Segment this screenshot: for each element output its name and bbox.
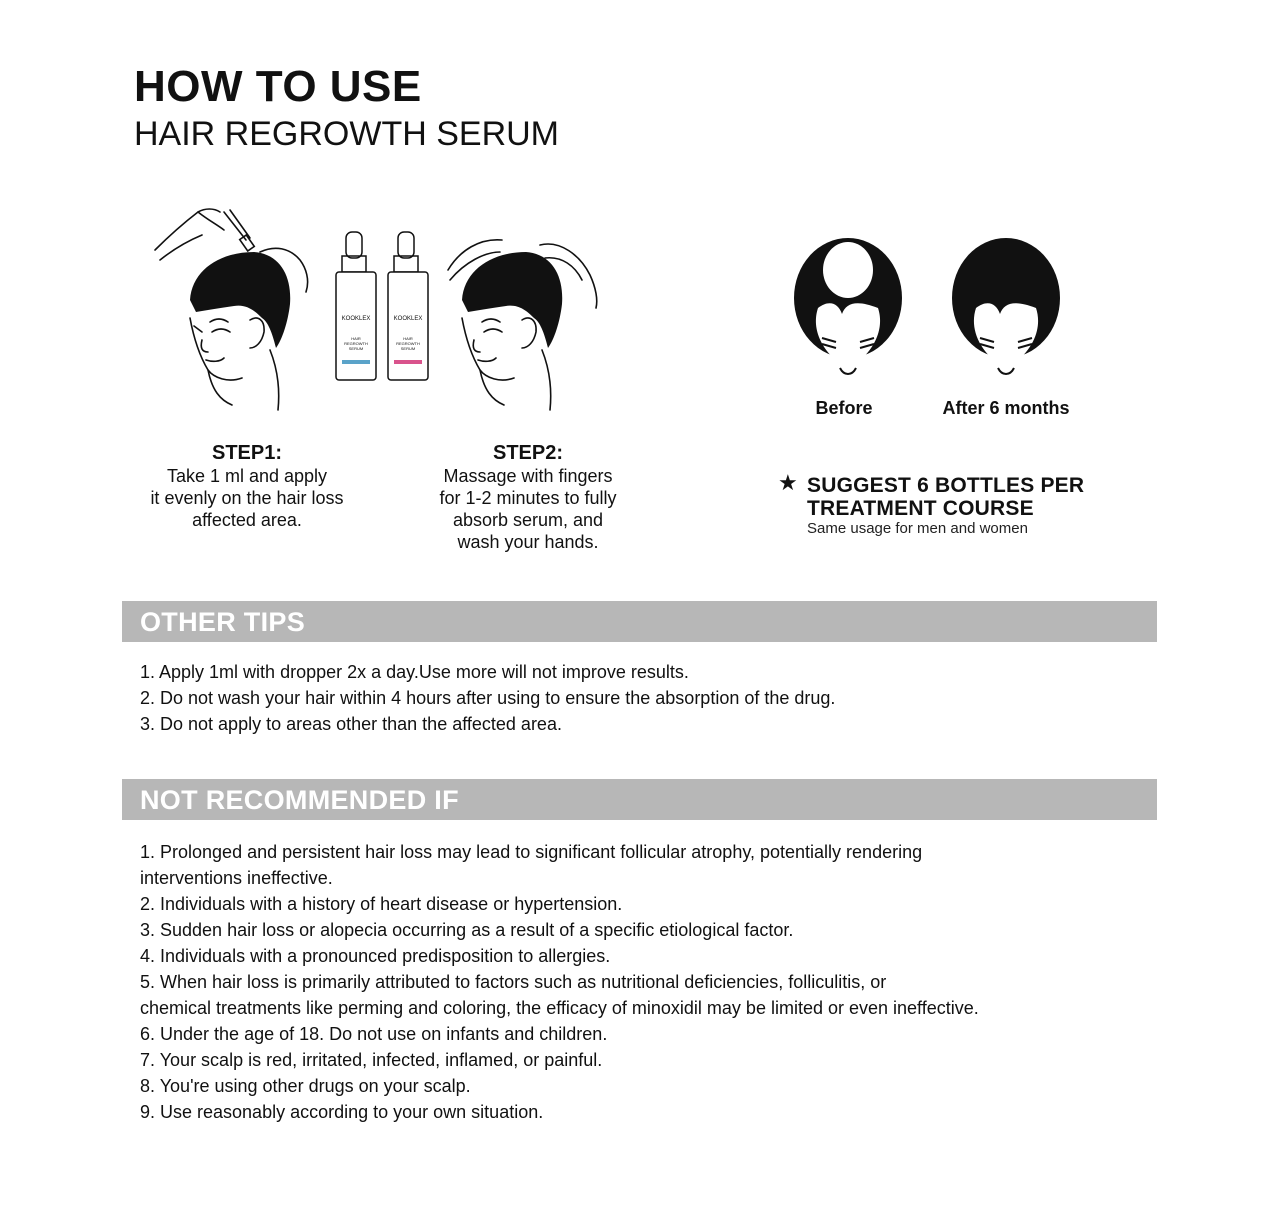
list-item: 9. Use reasonably according to your own situation.	[140, 1102, 544, 1122]
application-illustration	[150, 200, 610, 415]
list-item: 1. Prolonged and persistent hair loss may lead to significant follicular atrophy, potentially rendering	[140, 842, 923, 862]
list-item: interventions ineffective.	[140, 868, 333, 888]
suggest-note: Same usage for men and women	[807, 520, 1028, 537]
after-label: After 6 months	[942, 398, 1070, 418]
other-tips-list	[140, 659, 1140, 737]
suggest-line-1: SUGGEST 6 BOTTLES PER	[807, 474, 1085, 497]
hair-illustration	[190, 252, 290, 348]
step-1	[122, 441, 372, 531]
step-2-line-2: for 1-2 minutes to fully	[439, 488, 617, 508]
step-2-line-1: Massage with fingers	[443, 466, 613, 486]
list-item: 6. Under the age of 18. Do not use on infants and children.	[140, 1024, 608, 1044]
before-label: Before	[815, 398, 873, 418]
bottle-line2-right: REGROWTH	[396, 341, 420, 346]
not-recommended-list	[140, 839, 1140, 1125]
step-2-line-4: wash your hands.	[457, 532, 599, 552]
star-icon: ★	[778, 470, 798, 495]
step-1-line-3: affected area.	[192, 510, 302, 530]
list-item: 5. When hair loss is primarily attributed to factors such as nutritional deficiencies, folliculitis, or	[140, 972, 887, 992]
step-1-line-1: Take 1 ml and apply	[166, 466, 328, 486]
list-item: chemical treatments like perming and coloring, the efficacy of minoxidil may be limited or even ineffective.	[140, 998, 979, 1018]
bottle-brand-left: KOOKLEX	[341, 316, 371, 322]
not-recommended-heading: NOT RECOMMENDED IF	[140, 785, 459, 815]
page-title: HOW TO USE	[134, 62, 422, 111]
not-recommended-bar	[122, 779, 1157, 820]
hair-illustration-2	[462, 252, 562, 348]
page-subtitle: HAIR REGROWTH SERUM	[134, 115, 559, 153]
bottle-line3-right: SERUM	[400, 346, 416, 351]
step-1-line-2: it evenly on the hair loss	[150, 488, 344, 508]
bottle-brand-right: KOOKLEX	[393, 316, 423, 322]
list-item: 7. Your scalp is red, irritated, infected, inflamed, or painful.	[140, 1050, 603, 1070]
list-item: 3. Sudden hair loss or alopecia occurring as a result of a specific etiological factor.	[140, 920, 794, 940]
bottle-line3-left: SERUM	[348, 346, 364, 351]
other-tips-heading: OTHER TIPS	[140, 607, 306, 637]
list-item: 4. Individuals with a pronounced predisposition to allergies.	[140, 946, 611, 966]
step-1-title: STEP1:	[211, 442, 283, 464]
serum-bottle-right	[388, 232, 428, 380]
suggest-line-2: TREATMENT COURSE	[807, 497, 1034, 520]
before-after-illustration	[780, 230, 1080, 390]
list-item: 1. Apply 1ml with dropper 2x a day.Use more will not improve results.	[140, 662, 689, 682]
step-2-line-3: absorb serum, and	[452, 510, 604, 530]
bottle-line1-left: HAIR	[351, 336, 361, 341]
list-item: 8. You're using other drugs on your scalp.	[140, 1076, 471, 1096]
step-2	[400, 441, 656, 553]
other-tips-bar	[122, 601, 1157, 642]
head-before-icon	[794, 238, 902, 374]
serum-bottle-left	[336, 232, 376, 380]
list-item: 2. Do not wash your hair within 4 hours after using to ensure the absorption of the drug.	[140, 688, 836, 708]
bottle-line1-right: HAIR	[403, 336, 413, 341]
step-2-title: STEP2:	[492, 442, 564, 464]
list-item: 2. Individuals with a history of heart disease or hypertension.	[140, 894, 623, 914]
bottle-line2-left: REGROWTH	[344, 341, 368, 346]
list-item: 3. Do not apply to areas other than the affected area.	[140, 714, 562, 734]
head-after-icon	[952, 238, 1060, 374]
